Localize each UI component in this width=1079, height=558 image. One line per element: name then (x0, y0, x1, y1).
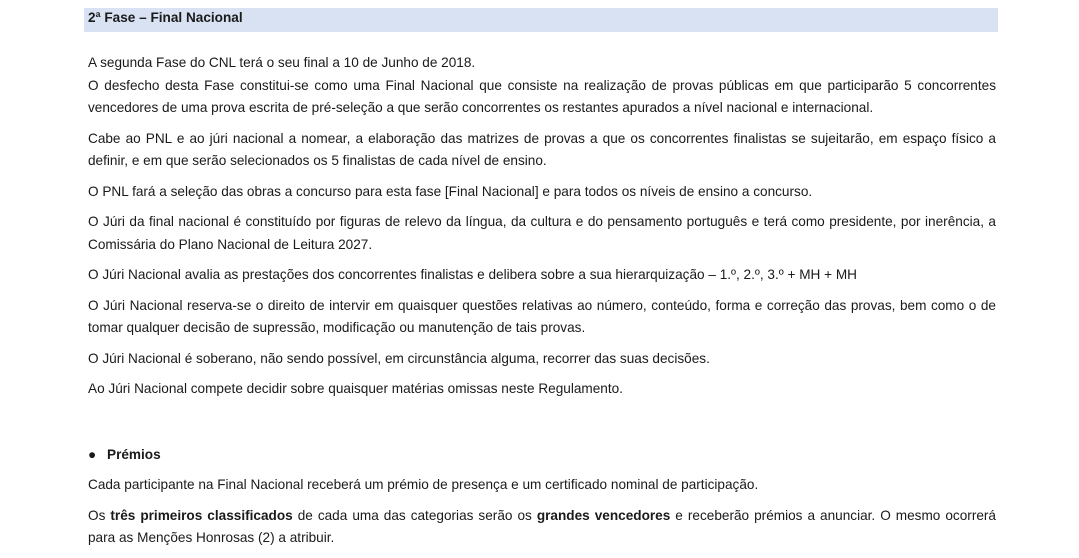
paragraph-works-selection: O PNL fará a seleção das obras a concurso para esta fase [Final Nacional] e para todos os níveis de ensino a concurso. (88, 183, 813, 199)
paragraph-pnl-jury-role: Cabe ao PNL e ao júri nacional a nomear, a elaboração das matrizes de provas a que os concorrentes finalistas se sujeitarão, em espaço físico a definir, e em que serão selecionados os 5 finalistas de cada nível de ensino. (88, 130, 996, 168)
paragraph-winners (88, 505, 996, 550)
bullet-icon: ● (88, 446, 97, 462)
winners-bold-grand: grandes vencedores (536, 507, 671, 523)
paragraph-final-description: O desfecho desta Fase constitui-se como uma Final Nacional que consiste na realização de provas públicas em que participarão 5 concorrentes vencedores de uma prova escrita de pré-seleção a que serão concorrentes os restantes apurados a nível nacional e internacional. (88, 77, 996, 115)
paragraph-participation-prize: Cada participante na Final Nacional receberá um prémio de presença e um certificado nominal de participação. (88, 477, 759, 492)
premios-heading (88, 444, 996, 467)
document-body (88, 52, 996, 558)
paragraph-jury-sovereign: O Júri Nacional é soberano, não sendo possível, em circunstância alguma, recorrer das suas decisões. (88, 350, 710, 366)
winners-text-start: Os (88, 507, 111, 523)
winners-bold-top-three: três primeiros classificados (110, 507, 293, 523)
premios-heading-text: Prémios (107, 446, 161, 462)
paragraph-jury-evaluation: O Júri Nacional avalia as prestações dos concorrentes finalistas e delibera sobre a sua hierarquização – 1.º, 2.º, 3.º + MH + MH (88, 267, 857, 282)
paragraph-final-date: A segunda Fase do CNL terá o seu final a 10 de Junho de 2018. (88, 55, 476, 70)
winners-text-mid: de cada uma das categorias serão os (292, 507, 537, 523)
paragraph-jury-rights: O Júri Nacional reserva-se o direito de intervir em quaisquer questões relativas ao número, conteúdo, forma e correção das provas, bem como o de tomar qualquer decisão de supressão, modificação ou manutenção de tais provas. (88, 297, 996, 335)
section-heading: 2ª Fase – Final Nacional (84, 8, 998, 32)
paragraph-omissions: Ao Júri Nacional compete decidir sobre quaisquer matérias omissas neste Regulamento. (88, 381, 623, 396)
paragraph-jury-composition: O Júri da final nacional é constituído por figuras de relevo da língua, da cultura e do pensamento português e terá como presidente, por inerência, a Comissária do Plano Nacional de Leitura 2027. (88, 214, 996, 252)
winners-text-end: e receberão prémios a anunciar. O mesmo ocorrerá para as Menções Honrosas (2) a atribuir. (88, 507, 996, 545)
